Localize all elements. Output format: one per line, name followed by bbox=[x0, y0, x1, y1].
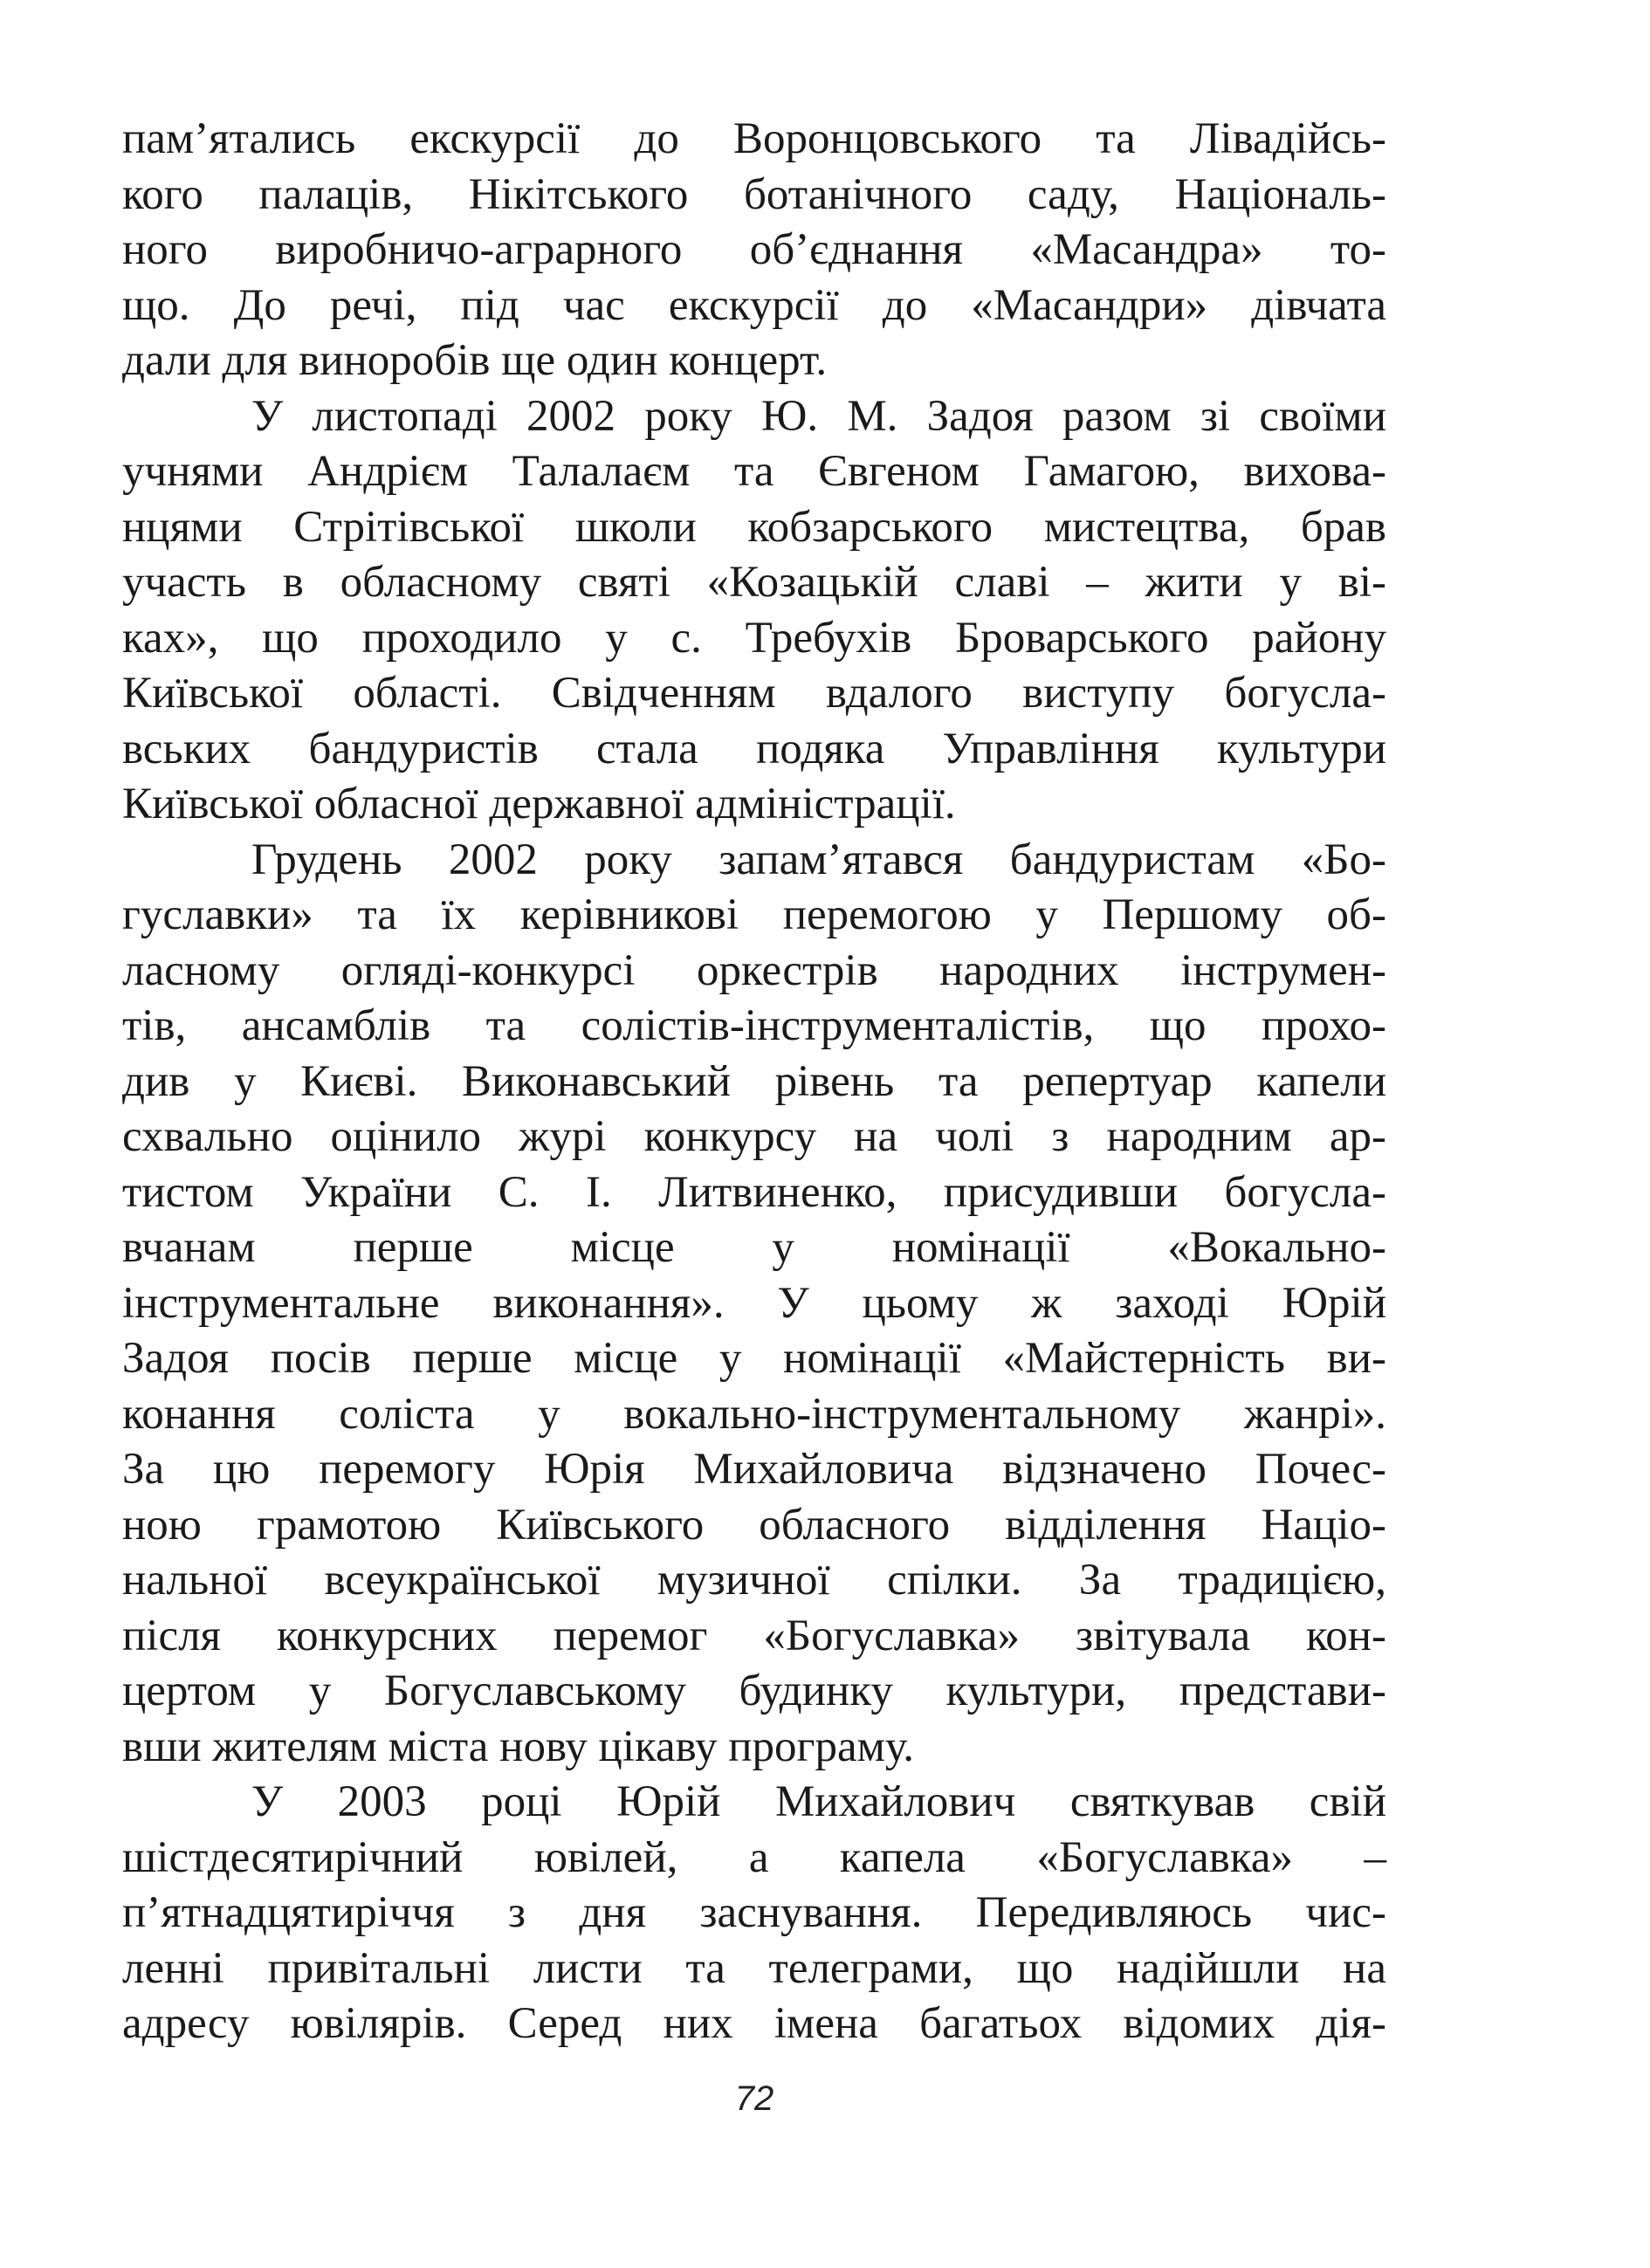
text-line: Задоя посів перше місце у номінації «Майстерність ви- bbox=[122, 1334, 1386, 1383]
text-line: вських бандуристів стала подяка Управління культури bbox=[122, 724, 1386, 773]
text-line: після конкурсних перемог «Богуславка» звітувала кон- bbox=[122, 1611, 1386, 1660]
text-line: ного виробничо-аграрного об’єднання «Масандра» то- bbox=[122, 225, 1386, 274]
text-line: вчанам перше місце у номінації «Вокально- bbox=[122, 1223, 1386, 1272]
text-line: нальної всеукраїнської музичної спілки. За традицією, bbox=[122, 1556, 1386, 1605]
text-line: конання соліста у вокально-інструментальному жанрі». bbox=[122, 1389, 1386, 1439]
text-line: тів, ансамблів та солістів-інструменталістів, що прохо- bbox=[122, 1001, 1386, 1050]
text-line: вши жителям міста нову цікаву програму. bbox=[122, 1722, 914, 1771]
text-line: участь в обласному святі «Козацькій славі – жити у ві- bbox=[122, 558, 1386, 607]
text-line: схвально оцінило журі конкурсу на чолі з народним ар- bbox=[122, 1112, 1386, 1161]
text-line: учнями Андрієм Талалаєм та Євгеном Гамагою, вихова- bbox=[122, 447, 1386, 496]
text-line: що. До речі, під час екскурсії до «Масандри» дівчата bbox=[122, 280, 1386, 330]
page-number: 72 bbox=[734, 2079, 774, 2118]
text-line: шістдесятирічний ювілей, а капела «Богуславка» – bbox=[122, 1832, 1386, 1882]
paragraph bbox=[122, 389, 1386, 833]
text-line: гуславки» та їх керівникові перемогою у Першому об- bbox=[122, 890, 1386, 939]
page-body bbox=[122, 112, 1386, 2052]
paragraph bbox=[122, 1775, 1386, 2052]
text-line: ною грамотою Київського обласного відділення Націо- bbox=[122, 1500, 1386, 1550]
paragraph bbox=[122, 833, 1386, 1776]
text-line: адресу ювілярів. Серед них імена багатьох відомих дія- bbox=[122, 1999, 1386, 2048]
text-line: див у Києві. Виконавський рівень та репертуар капели bbox=[122, 1056, 1386, 1106]
text-line: ках», що проходило у с. Требухів Броварського району bbox=[122, 613, 1386, 663]
text-line: пам’ятались екскурсії до Воронцовського та Лівадійсь- bbox=[122, 114, 1386, 163]
text-line: Київської обласної державної адміністрації. bbox=[122, 780, 956, 828]
text-line: Грудень 2002 року запам’ятався бандуристам «Бо- bbox=[251, 835, 1386, 884]
text-line: інструментальне виконання». У цьому ж заході Юрій bbox=[122, 1278, 1386, 1328]
text-line: ласному огляді-конкурсі оркестрів народних інструмен- bbox=[122, 945, 1386, 995]
text-line: кого палаців, Нікітського ботанічного саду, Національ- bbox=[122, 169, 1386, 219]
text-line: нцями Стрітівської школи кобзарського мистецтва, брав bbox=[122, 502, 1386, 552]
text-line: У листопаді 2002 року Ю. М. Задоя разом зі своїми bbox=[251, 391, 1386, 441]
text-line: дали для виноробів ще один концерт. bbox=[122, 336, 828, 385]
paragraph bbox=[122, 112, 1386, 389]
text-line: цертом у Богуславському будинку культури, представи- bbox=[122, 1667, 1386, 1715]
text-line: У 2003 році Юрій Михайлович святкував свій bbox=[251, 1777, 1386, 1826]
text-line: ленні привітальні листи та телеграми, що надійшли на bbox=[122, 1943, 1386, 1993]
text-line: тистом України С. І. Литвиненко, присудивши богусла- bbox=[122, 1167, 1386, 1217]
text-line: п’ятнадцятиріччя з дня заснування. Передивляюсь чис- bbox=[122, 1888, 1386, 1937]
text-line: Київської області. Свідченням вдалого виступу богусла- bbox=[122, 669, 1386, 718]
text-line: За цю перемогу Юрія Михайловича відзначено Почес- bbox=[122, 1445, 1386, 1494]
